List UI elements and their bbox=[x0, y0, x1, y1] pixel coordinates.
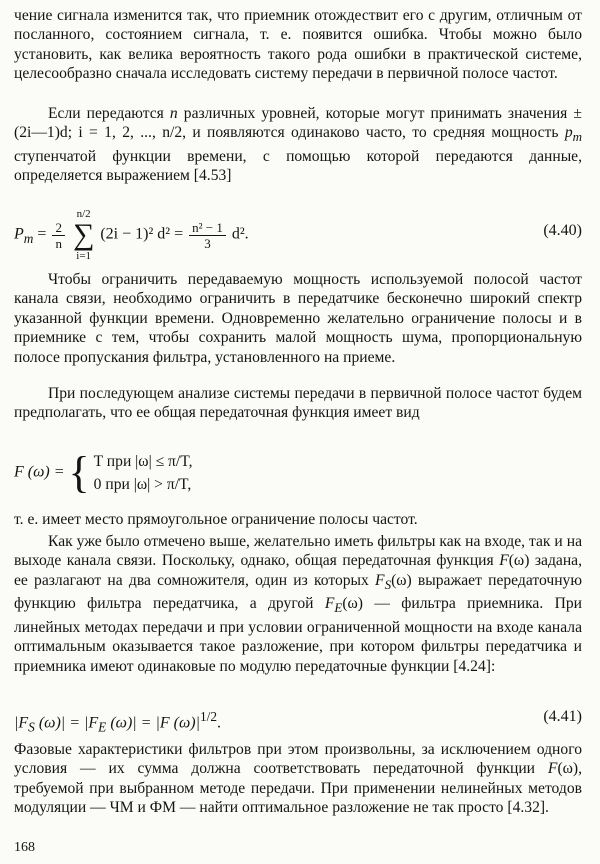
page-number: 168 bbox=[14, 840, 35, 855]
paragraph-rectangular: т. е. имеет место прямоугольное ограничение полосы частот. bbox=[14, 511, 418, 528]
paragraph-transfer: При последующем анализе системы передачи в первичной полосе частот будем предполагать, что ее общая передаточная функция имеет вид bbox=[14, 385, 582, 422]
paragraph-filters: Как уже было отмечено выше, желательно иметь фильтры как на входе, так и на выходе канала связи. Поскольку, однако, общая передаточная функция F(ω) задана, ее разлагают на два сомножителя, один из которых $F_S(\omega)$ выражает передаточную функцию фильтра передатчика, а другой $F_E(\omega)$ — фильтра приемника. При линейных методах передачи и при условии ограниченной мощности на входе канала оптимальным оказывается такое разложение, при котором фильтры передатчика и приемника имеют одинаковые по модулю передаточные функции [4.24]: bbox=[14, 533, 583, 675]
equation-number: (4.40) bbox=[543, 222, 582, 239]
paragraph-levels: Если передаются n различных уровней, которые могут принимать значения ± (2i—1)d; i = 1, 2, ..., n/2, и появляются одинаково часто, то средняя мощность $p_m$ ступенчатой функции времени, с помощью которой передаются данные, определяется выражением [4.53] bbox=[14, 105, 582, 185]
paragraph-continuation: чение сигнала изменится так, что приемник отождествит его с другим, отличным от посланного, состоянием сигнала, т. е. появится ошибка. Чтобы можно было установить, как велика вероятность такого рода ошибки в практической системе, целесообразно сначала исследовать систему передачи в первичной полосе частот. bbox=[14, 7, 582, 83]
equation-4-40: $P_m$ = $\frac{2}{n}$ n/2 ∑ i=1 (2i − 1)² d² = $\frac{\text{n² − 1}}{3}$ d². (4.40) bbox=[14, 208, 582, 262]
paragraph-bandlimit: Чтобы ограничить передаваемую мощность используемой полосой частот канала связи, необходимо ограничить в передатчике бесконечно широкий спектр указанной функции времени. Одновременно желательно ограничение полосы и в приемнике с тем, чтобы сохранить малой мощность шума, пропорциональную полосе пропускания фильтра, установленного на приеме. bbox=[14, 271, 582, 366]
equation-transfer-function: F (ω) = { T при |ω| ≤ π/T, 0 при |ω| > π/T, bbox=[14, 448, 193, 497]
paragraph-phase: Фазовые характеристики фильтров при этом произвольны, за исключением одного условия — их сумма должна соответствовать передаточной функции F(ω), требуемой при выбранном методе передачи. При применении нелинейных методов модуляции — ЧМ и ФМ — найти оптимальное разложение не так просто [4.32]. bbox=[14, 741, 582, 817]
equation-4-41: $|F_S$ $(\omega)| = |F_E$ (ω)| = |F $(\omega)|^{1/2}$. (4.41) bbox=[14, 708, 582, 735]
equation-number: (4.41) bbox=[543, 708, 582, 725]
